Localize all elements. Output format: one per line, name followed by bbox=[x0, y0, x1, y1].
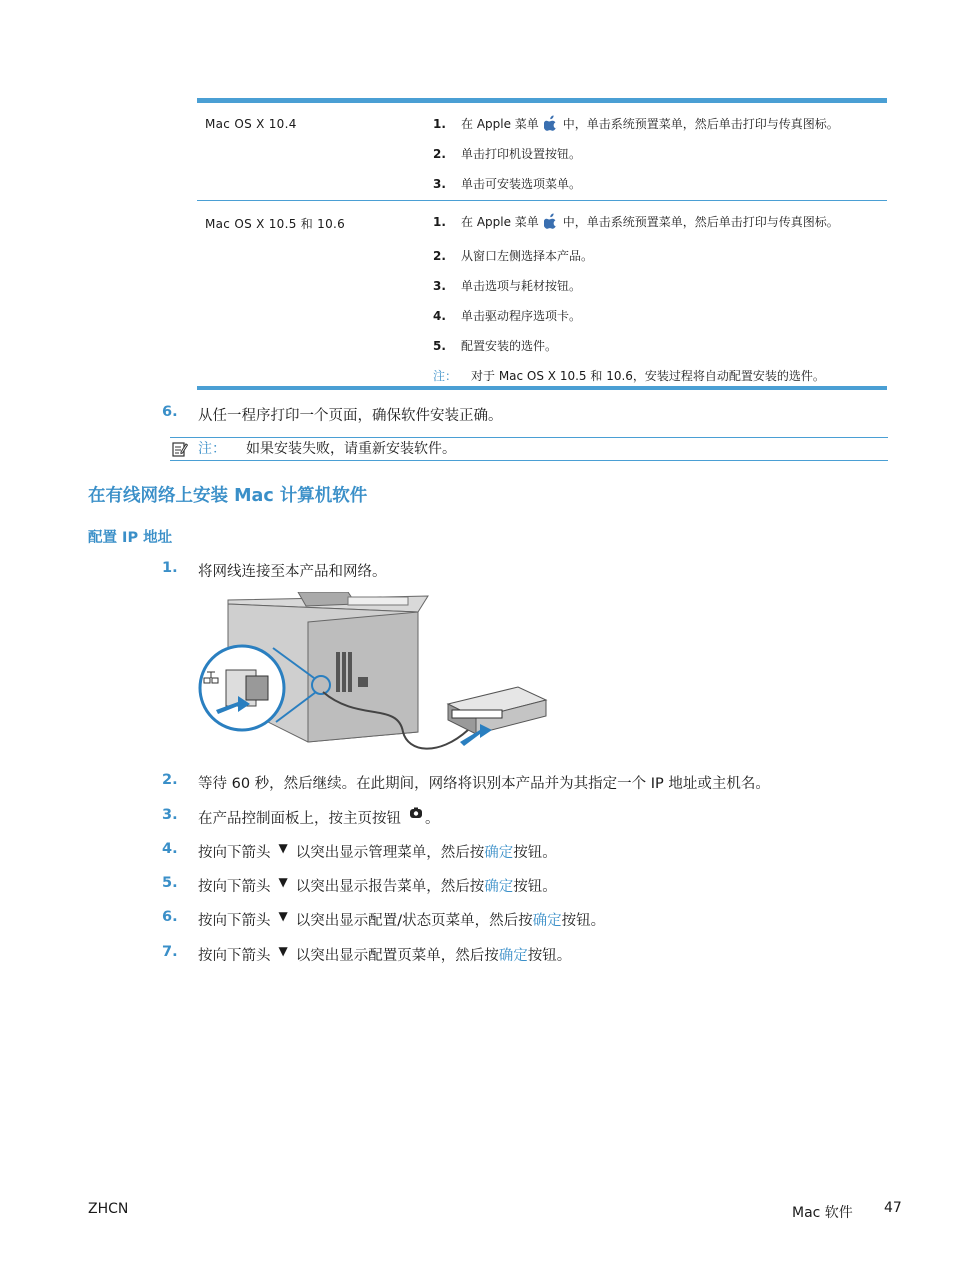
steps-cell bbox=[433, 201, 887, 386]
table-row bbox=[197, 201, 887, 386]
step-text: 按钮。 bbox=[527, 948, 572, 964]
note-label: 注： bbox=[198, 441, 226, 457]
footer-locale: ZHCN bbox=[88, 1201, 129, 1217]
step-number: 4. bbox=[433, 309, 446, 323]
step-number: 1. bbox=[433, 215, 446, 229]
step-text: 在 Apple 菜单 bbox=[461, 215, 539, 229]
step-text: 中，单击系统预置菜单，然后单击打印与传真图标。 bbox=[562, 215, 839, 229]
printer-network-illustration bbox=[198, 592, 548, 757]
step-text: 单击打印机设置按钮。 bbox=[461, 147, 582, 161]
step-text: 按钮。 bbox=[513, 879, 557, 895]
apple-icon bbox=[544, 115, 558, 138]
step-text: 按向下箭头 bbox=[198, 913, 271, 929]
list-item bbox=[433, 211, 887, 245]
down-arrow-icon: ▼ bbox=[278, 875, 288, 889]
table-note bbox=[433, 365, 887, 395]
ip-step-6 bbox=[162, 909, 605, 930]
down-arrow-icon: ▼ bbox=[278, 841, 288, 855]
list-item bbox=[433, 335, 887, 365]
step-text: 以突出显示管理菜单，然后按 bbox=[295, 845, 485, 861]
step-text: 按向下箭头 bbox=[198, 879, 271, 895]
apple-icon bbox=[544, 213, 558, 236]
down-arrow-icon: ▼ bbox=[278, 909, 288, 923]
os-version: Mac OS X 10.5 和 10.6 bbox=[205, 217, 346, 231]
step-text: 从窗口左侧选择本产品。 bbox=[461, 249, 594, 263]
list-item bbox=[433, 305, 887, 335]
page-number: 47 bbox=[884, 1200, 902, 1216]
step-number: 3. bbox=[433, 177, 446, 191]
down-arrow-icon: ▼ bbox=[278, 944, 288, 958]
note-text: 如果安装失败，请重新安装软件。 bbox=[246, 441, 456, 457]
step-text: 以突出显示配置页菜单，然后按 bbox=[295, 948, 499, 964]
home-icon bbox=[409, 807, 423, 828]
ip-step-5 bbox=[162, 875, 557, 896]
step-number: 5. bbox=[162, 875, 178, 891]
step-text: 在产品控制面板上，按主页按钮 bbox=[198, 811, 401, 827]
footer-section: Mac 软件 bbox=[792, 1205, 853, 1221]
list-item bbox=[433, 143, 887, 173]
step-text: 配置安装的选件。 bbox=[461, 339, 558, 353]
step-text: 等待 60 秒，然后继续。在此期间，网络将识别本产品并为其指定一个 IP 地址或主机名。 bbox=[198, 776, 770, 792]
step-number: 1. bbox=[162, 560, 178, 576]
ip-step-3 bbox=[162, 807, 440, 828]
list-item bbox=[433, 173, 887, 203]
list-item bbox=[433, 275, 887, 305]
step-text: 在 Apple 菜单 bbox=[461, 117, 539, 131]
install-options-table bbox=[197, 98, 887, 390]
os-version: Mac OS X 10.4 bbox=[205, 117, 297, 131]
step-text: 以突出显示报告菜单，然后按 bbox=[295, 879, 485, 895]
ok-button-label: 确定 bbox=[532, 913, 562, 929]
step-text-end: 。 bbox=[425, 811, 440, 827]
step-text: 从任一程序打印一个页面，确保软件安装正确。 bbox=[198, 408, 503, 424]
step-text: 按向下箭头 bbox=[198, 845, 271, 861]
step-number: 6. bbox=[162, 909, 178, 925]
ok-button-label: 确定 bbox=[498, 948, 528, 964]
step-number: 2. bbox=[433, 249, 446, 263]
ok-button-label: 确定 bbox=[484, 845, 514, 861]
step-text: 单击选项与耗材按钮。 bbox=[461, 279, 582, 293]
step-text: 按向下箭头 bbox=[198, 948, 271, 964]
step-number: 1. bbox=[433, 117, 446, 131]
step-text: 按钮。 bbox=[561, 913, 606, 929]
ip-step-4 bbox=[162, 841, 557, 862]
step-text: 以突出显示配置/状态页菜单，然后按 bbox=[295, 913, 533, 929]
note-text: 对于 Mac OS X 10.5 和 10.6，安装过程将自动配置安装的选件。 bbox=[471, 369, 825, 383]
step-number: 2. bbox=[162, 772, 178, 788]
step-text: 单击驱动程序选项卡。 bbox=[461, 309, 582, 323]
step-6 bbox=[162, 404, 503, 425]
steps-cell bbox=[433, 103, 887, 200]
step-number: 6. bbox=[162, 404, 178, 420]
step-text: 中，单击系统预置菜单，然后单击打印与传真图标。 bbox=[562, 117, 839, 131]
step-text: 按钮。 bbox=[513, 845, 557, 861]
step-number: 4. bbox=[162, 841, 178, 857]
note-box bbox=[170, 437, 888, 461]
subsection-title: 配置 IP 地址 bbox=[88, 530, 173, 546]
step-number: 7. bbox=[162, 944, 178, 960]
note-icon bbox=[172, 441, 188, 464]
step-number: 3. bbox=[162, 807, 178, 823]
ip-step-1 bbox=[162, 560, 387, 581]
ip-step-2 bbox=[162, 772, 770, 793]
section-title: 在有线网络上安装 Mac 计算机软件 bbox=[88, 486, 368, 506]
list-item bbox=[433, 245, 887, 275]
ok-button-label: 确定 bbox=[484, 879, 514, 895]
step-text: 单击可安装选项菜单。 bbox=[461, 177, 582, 191]
list-item bbox=[433, 113, 887, 143]
step-text: 将网线连接至本产品和网络。 bbox=[198, 564, 387, 580]
note-label: 注： bbox=[433, 369, 458, 383]
table-row bbox=[197, 103, 887, 200]
step-number: 2. bbox=[433, 147, 446, 161]
step-number: 5. bbox=[433, 339, 446, 353]
ip-step-7 bbox=[162, 944, 571, 965]
step-number: 3. bbox=[433, 279, 446, 293]
